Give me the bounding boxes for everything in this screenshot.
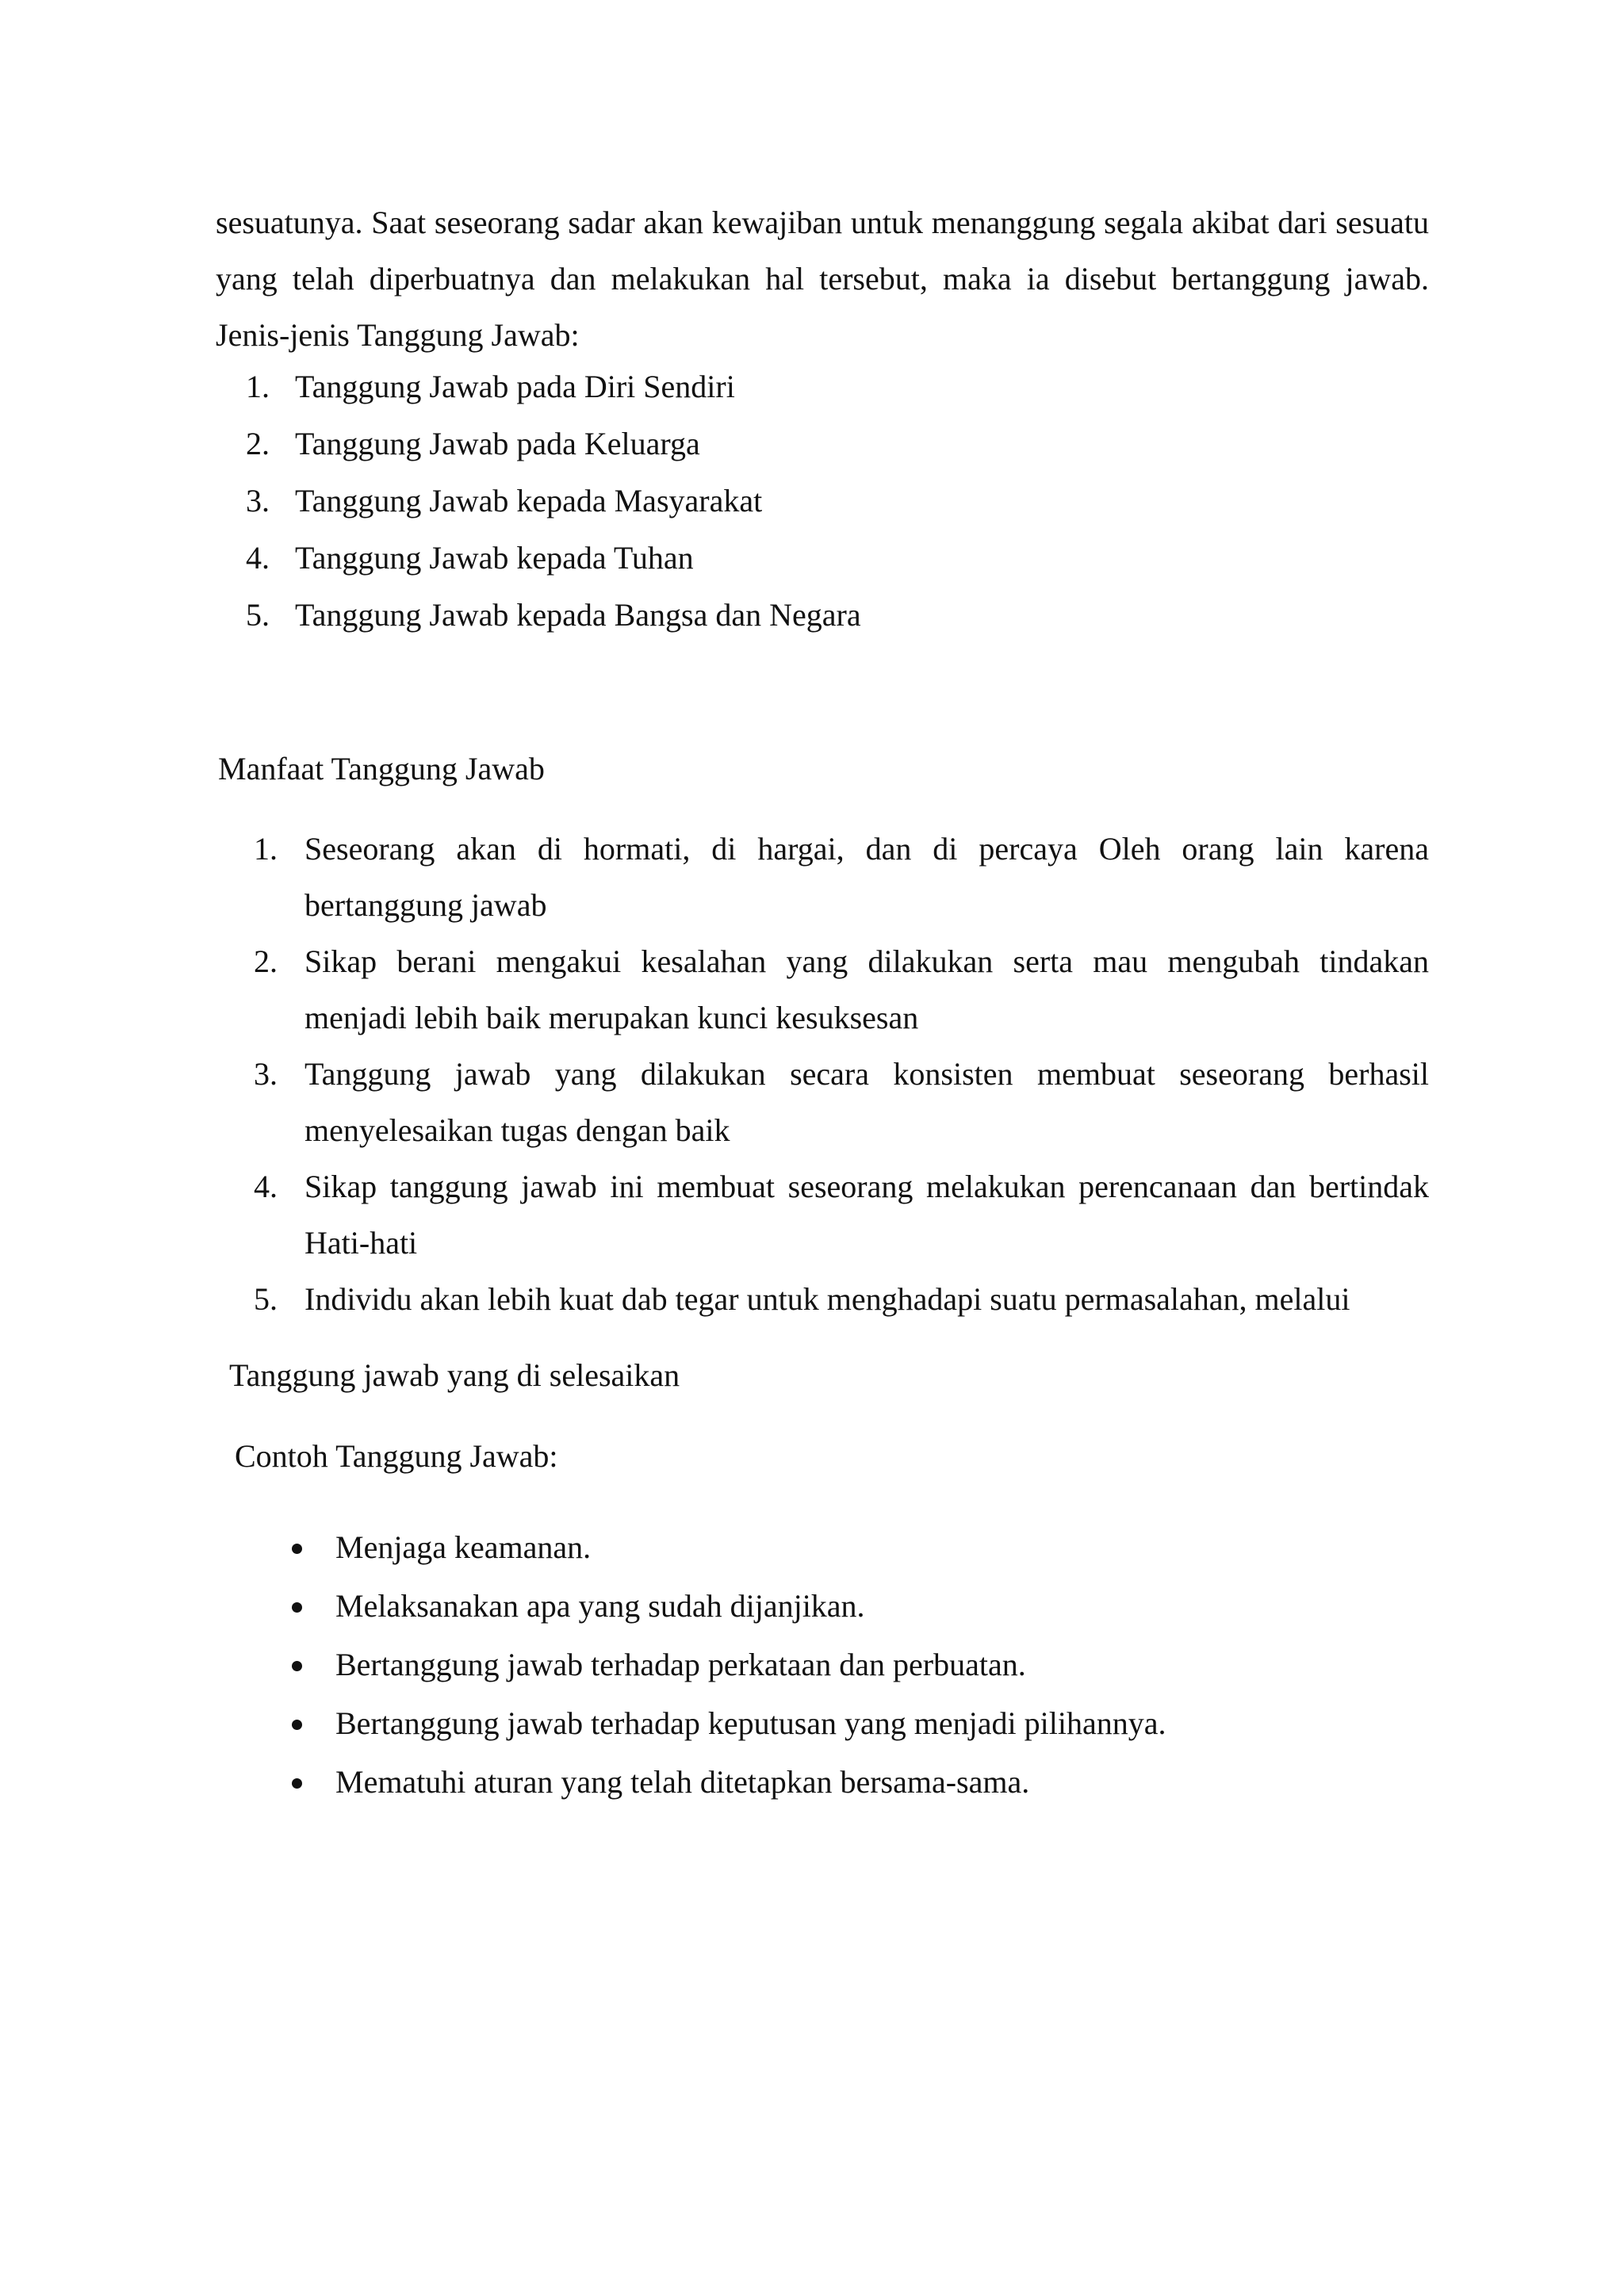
contoh-tanggung-jawab-list bbox=[285, 1518, 1396, 1812]
list-number: 4. bbox=[246, 540, 270, 576]
list-item bbox=[216, 1271, 1429, 1327]
bullet-item-text: Bertanggung jawab terhadap perkataan dan perbuatan. bbox=[335, 1647, 1026, 1682]
list-item-text: Tanggung Jawab kepada Masyarakat bbox=[295, 483, 763, 519]
bullet-item bbox=[285, 1577, 1396, 1636]
list-item bbox=[216, 530, 1429, 587]
list-item bbox=[216, 415, 1429, 473]
list-item bbox=[216, 358, 1429, 415]
list-item-text: Sikap tanggung jawab ini membuat seseorang melakukan perencanaan dan bertindak Hati-hati bbox=[304, 1169, 1429, 1261]
list-number: 1. bbox=[254, 831, 278, 867]
bullet-item bbox=[285, 1753, 1396, 1812]
bullet-icon bbox=[292, 1720, 302, 1730]
bullet-item bbox=[285, 1694, 1396, 1753]
list-item bbox=[216, 821, 1429, 933]
list-number: 5. bbox=[254, 1281, 278, 1317]
list-number: 5. bbox=[246, 597, 270, 633]
list-number: 3. bbox=[254, 1056, 278, 1092]
list-item bbox=[216, 933, 1429, 1046]
list-number: 2. bbox=[254, 943, 278, 979]
list-item-text: Individu akan lebih kuat dab tegar untuk menghadapi suatu permasalahan, melalui bbox=[304, 1281, 1350, 1317]
bullet-icon bbox=[292, 1661, 302, 1671]
list-item-text: Tanggung Jawab pada Keluarga bbox=[295, 426, 700, 461]
manfaat-heading: Manfaat Tanggung Jawab bbox=[218, 751, 545, 786]
bullet-item-text: Bertanggung jawab terhadap keputusan yang menjadi pilihannya. bbox=[335, 1705, 1166, 1741]
list-item bbox=[216, 473, 1429, 530]
list-item-text: Tanggung Jawab pada Diri Sendiri bbox=[295, 369, 735, 404]
list-item bbox=[216, 1046, 1429, 1158]
manfaat-tanggung-jawab-list bbox=[216, 821, 1429, 1327]
bullet-item-text: Melaksanakan apa yang sudah dijanjikan. bbox=[335, 1588, 865, 1624]
bullet-item-text: Mematuhi aturan yang telah ditetapkan bersama-sama. bbox=[335, 1764, 1030, 1800]
list-item-text: Sikap berani mengakui kesalahan yang dilakukan serta mau mengubah tindakan menjadi lebih baik merupakan kunci kesuksesan bbox=[304, 943, 1429, 1035]
continuation-line: Tanggung jawab yang di selesaikan bbox=[229, 1357, 680, 1393]
list-item bbox=[216, 587, 1429, 644]
list-number: 4. bbox=[254, 1169, 278, 1204]
list-item-text: Tanggung Jawab kepada Tuhan bbox=[295, 540, 694, 576]
contoh-heading: Contoh Tanggung Jawab: bbox=[235, 1438, 558, 1474]
bullet-icon bbox=[292, 1778, 302, 1789]
list-number: 3. bbox=[246, 483, 270, 519]
bullet-icon bbox=[292, 1602, 302, 1613]
bullet-item-text: Menjaga keamanan. bbox=[335, 1529, 592, 1565]
list-number: 2. bbox=[246, 426, 270, 461]
bullet-item bbox=[285, 1636, 1396, 1694]
list-item-text: Tanggung Jawab kepada Bangsa dan Negara bbox=[295, 597, 861, 633]
list-item-text: Seseorang akan di hormati, di hargai, dan di percaya Oleh orang lain karena bertanggung jawab bbox=[304, 831, 1429, 923]
list-item bbox=[216, 1158, 1429, 1271]
bullet-icon bbox=[292, 1544, 302, 1554]
list-number: 1. bbox=[246, 369, 270, 404]
intro-paragraph: sesuatunya. Saat seseorang sadar akan kewajiban untuk menanggung segala akibat dari sesuatu yang telah diperbuatnya dan melakukan hal tersebut, maka ia disebut bertanggung jawab. Jenis-jenis Tanggung Jawab: bbox=[216, 205, 1429, 353]
list-item-text: Tanggung jawab yang dilakukan secara konsisten membuat seseorang berhasil menyelesaikan tugas dengan baik bbox=[304, 1056, 1429, 1148]
bullet-item bbox=[285, 1518, 1396, 1577]
jenis-tanggung-jawab-list bbox=[216, 358, 1429, 644]
